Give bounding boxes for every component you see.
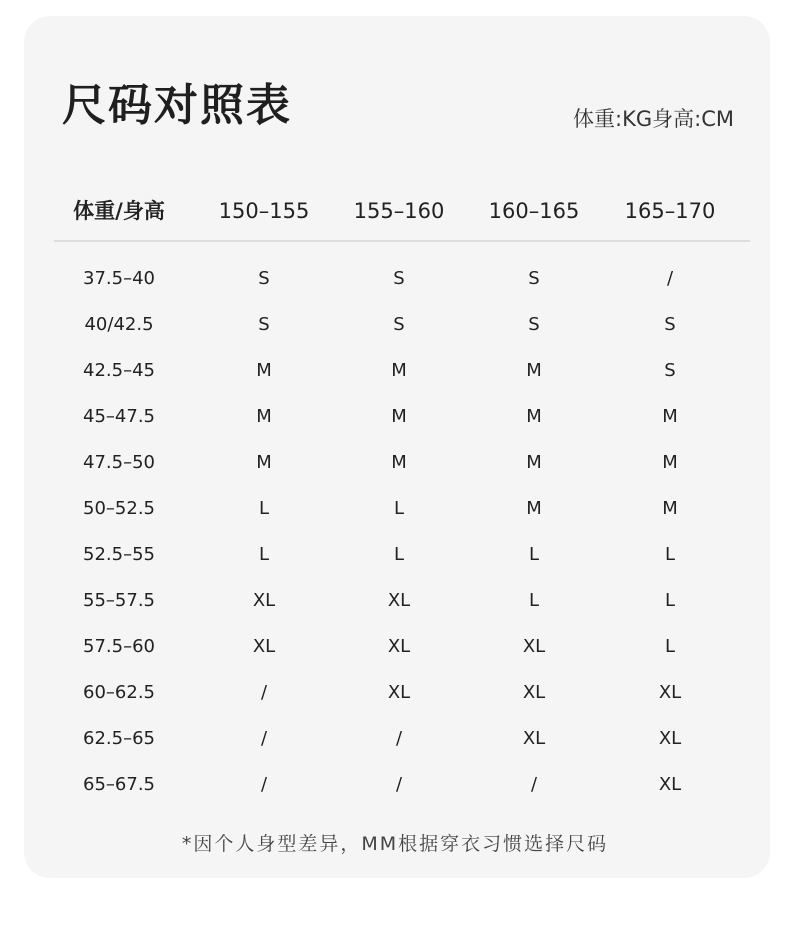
row-weight-label: 45–47.5 — [83, 406, 155, 427]
table-row — [54, 670, 750, 716]
table-row — [54, 716, 750, 762]
header-height-155-160: 155–160 — [353, 199, 445, 223]
row-weight-label: 62.5–65 — [83, 728, 155, 749]
size-cell: S — [664, 360, 676, 381]
size-cell: / — [260, 682, 268, 703]
row-weight-label: 47.5–50 — [83, 452, 155, 473]
size-cell: XL — [522, 728, 546, 749]
size-cell: / — [395, 728, 403, 749]
header-height-150-155: 150–155 — [218, 199, 310, 223]
size-cell: / — [395, 774, 403, 795]
size-cell: M — [256, 452, 272, 473]
size-cell: XL — [252, 636, 276, 657]
table-row — [54, 762, 750, 808]
table-row — [54, 578, 750, 624]
size-cell: M — [391, 452, 407, 473]
size-cell: M — [662, 406, 678, 427]
size-cell: / — [260, 774, 268, 795]
size-cell: S — [393, 268, 405, 289]
table-row — [54, 624, 750, 670]
table-row — [54, 486, 750, 532]
size-cell: L — [664, 544, 676, 565]
size-cell: L — [528, 544, 540, 565]
table-row — [54, 302, 750, 348]
table-body — [54, 256, 750, 808]
page-title: 尺码对照表 — [62, 80, 292, 131]
size-cell: / — [530, 774, 538, 795]
size-cell: XL — [522, 682, 546, 703]
size-cell: XL — [387, 590, 411, 611]
size-cell: L — [393, 498, 405, 519]
size-cell: XL — [658, 774, 682, 795]
row-weight-label: 50–52.5 — [83, 498, 155, 519]
row-weight-label: 52.5–55 — [83, 544, 155, 565]
header-divider — [54, 240, 750, 242]
size-cell: M — [526, 406, 542, 427]
size-cell: M — [662, 498, 678, 519]
table-row — [54, 532, 750, 578]
size-cell: XL — [387, 636, 411, 657]
size-cell: XL — [522, 636, 546, 657]
table-row — [54, 440, 750, 486]
size-cell: M — [526, 360, 542, 381]
header-weight-height: 体重/身高 — [73, 199, 165, 223]
size-cell: XL — [387, 682, 411, 703]
row-weight-label: 60–62.5 — [83, 682, 155, 703]
size-cell: M — [391, 360, 407, 381]
table-row — [54, 348, 750, 394]
size-cell: L — [393, 544, 405, 565]
table-row — [54, 394, 750, 440]
size-cell: L — [664, 590, 676, 611]
size-cell: M — [256, 406, 272, 427]
header-height-165-170: 165–170 — [624, 199, 716, 223]
size-cell: S — [393, 314, 405, 335]
header-height-160-165: 160–165 — [488, 199, 580, 223]
row-weight-label: 37.5–40 — [83, 268, 155, 289]
size-cell: M — [526, 498, 542, 519]
size-cell: / — [666, 268, 674, 289]
size-cell: S — [528, 314, 540, 335]
size-cell: S — [664, 314, 676, 335]
size-cell: S — [258, 314, 270, 335]
size-cell: L — [528, 590, 540, 611]
unit-note: 体重:KG身高:CM — [573, 107, 734, 131]
size-cell: S — [528, 268, 540, 289]
row-weight-label: 65–67.5 — [83, 774, 155, 795]
size-cell: L — [258, 544, 270, 565]
size-cell: M — [526, 452, 542, 473]
table-row — [54, 256, 750, 302]
size-cell: XL — [252, 590, 276, 611]
size-cell: L — [258, 498, 270, 519]
size-cell: XL — [658, 728, 682, 749]
row-weight-label: 42.5–45 — [83, 360, 155, 381]
row-weight-label: 57.5–60 — [83, 636, 155, 657]
size-cell: M — [662, 452, 678, 473]
row-weight-label: 55–57.5 — [83, 590, 155, 611]
footnote: *因个人身型差异，MM根据穿衣习惯选择尺码 — [181, 833, 609, 855]
size-cell: S — [258, 268, 270, 289]
size-cell: M — [391, 406, 407, 427]
size-cell: XL — [658, 682, 682, 703]
size-cell: / — [260, 728, 268, 749]
size-cell: M — [256, 360, 272, 381]
row-weight-label: 40/42.5 — [84, 314, 154, 335]
table-header — [54, 193, 750, 229]
size-cell: L — [664, 636, 676, 657]
